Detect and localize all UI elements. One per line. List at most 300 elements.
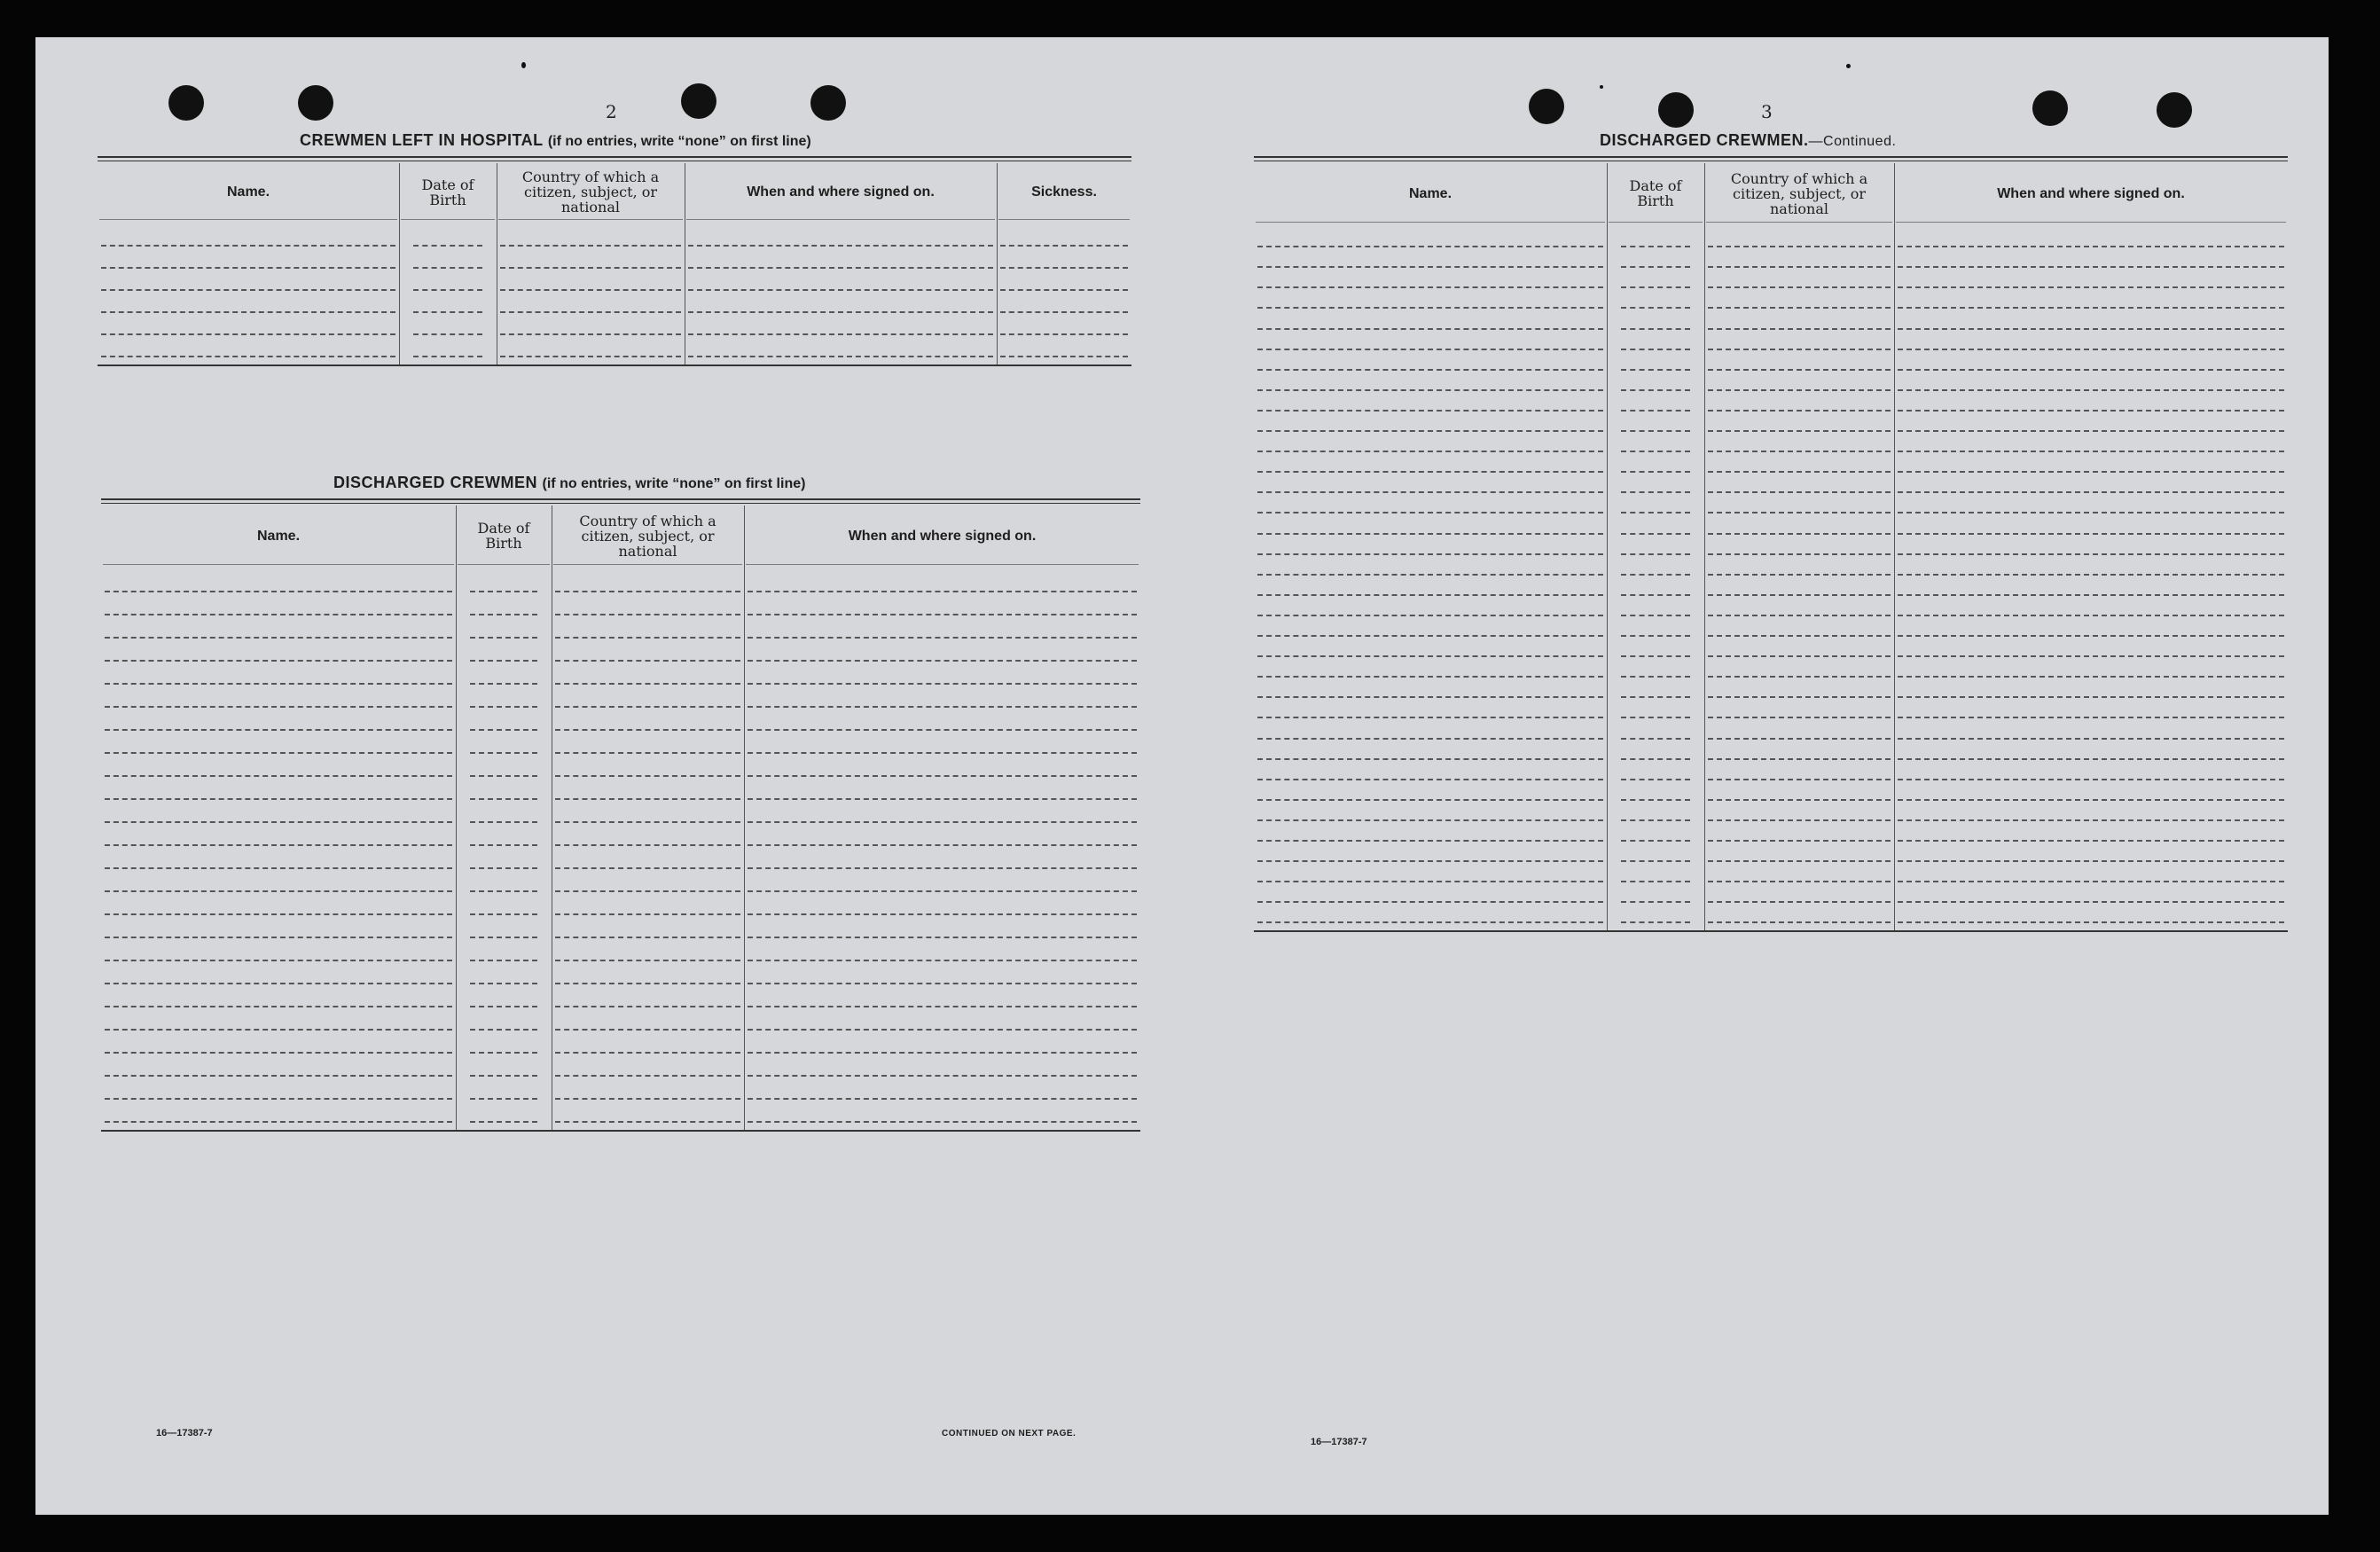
entry-line (1898, 655, 2284, 657)
entry-line (555, 1121, 740, 1123)
entry-line (688, 267, 993, 269)
right-title-continued: —Continued. (1808, 134, 1897, 149)
entry-line (1708, 574, 1891, 576)
entry-line (1898, 451, 2284, 452)
entry-line (1898, 246, 2284, 247)
entry-line (1898, 574, 2284, 576)
entry-line (688, 289, 993, 291)
entry-line (1621, 799, 1690, 801)
entry-line (1708, 717, 1891, 718)
entry-line (1898, 860, 2284, 862)
hospital-section-title (300, 131, 811, 150)
entry-line (1257, 410, 1603, 412)
entry-line (1708, 307, 1891, 309)
entry-line (1708, 921, 1891, 923)
entry-line (413, 289, 482, 291)
entry-line (1898, 921, 2284, 923)
entry-line (1257, 512, 1603, 513)
entry-line (1000, 311, 1128, 313)
entry-line (470, 890, 537, 892)
entry-line (748, 1121, 1137, 1123)
entry-line (555, 1006, 740, 1007)
entry-line (1621, 286, 1690, 288)
entry-line (1621, 676, 1690, 678)
header-underline (498, 219, 683, 220)
entry-line (1257, 921, 1603, 923)
entry-line (1708, 676, 1891, 678)
table-bottom-rule (98, 364, 1131, 366)
entry-line (1898, 512, 2284, 513)
entry-line (105, 614, 452, 615)
entry-line (105, 683, 452, 685)
column-separator (1607, 163, 1608, 932)
hospital-title-note: (if no entries, write “none” on first line) (547, 134, 811, 149)
entry-line (555, 729, 740, 731)
entry-line (1257, 758, 1603, 760)
entry-line (688, 333, 993, 335)
punch-hole (681, 83, 716, 119)
right-discharged-table (1254, 156, 2288, 1437)
entry-line (748, 937, 1137, 938)
entry-line (688, 245, 993, 247)
entry-line (470, 1098, 537, 1100)
entry-line (1621, 328, 1690, 330)
table-top-rule (98, 156, 1131, 158)
hospital-title-text: CREWMEN LEFT IN HOSPITAL (300, 131, 544, 149)
entry-line (105, 775, 452, 777)
entry-line (470, 960, 537, 961)
entry-line (1898, 676, 2284, 678)
entry-line (105, 591, 452, 592)
entry-line (1257, 491, 1603, 493)
entry-line (1898, 779, 2284, 780)
punch-hole (2157, 92, 2192, 128)
entry-line (470, 752, 537, 754)
column-header: Date of Birth (1629, 177, 1682, 209)
entry-line (555, 1098, 740, 1100)
entry-line (1898, 881, 2284, 882)
entry-line (1621, 840, 1690, 842)
header-underline (1256, 222, 1605, 223)
ink-speck (521, 62, 526, 68)
entry-line (470, 867, 537, 869)
hospital-table (98, 156, 1131, 451)
entry-line (1257, 860, 1603, 862)
page-number-left: 2 (606, 101, 617, 122)
entry-line (1257, 676, 1603, 678)
entry-line (1708, 881, 1891, 882)
column-separator (744, 506, 745, 1132)
entry-line (1621, 430, 1690, 432)
entry-line (1708, 430, 1891, 432)
entry-line (470, 660, 537, 662)
entry-line (1621, 860, 1690, 862)
entry-line (555, 798, 740, 800)
right-section-title (1600, 131, 1896, 150)
entry-line (1898, 799, 2284, 801)
entry-line (748, 660, 1137, 662)
entry-line (470, 1052, 537, 1054)
punch-hole (168, 85, 204, 121)
entry-line (748, 729, 1137, 731)
header-underline (686, 219, 995, 220)
entry-line (1621, 451, 1690, 452)
entry-line (1621, 349, 1690, 350)
document-sheet (35, 37, 2329, 1515)
ink-speck (1846, 64, 1851, 68)
column-header: Date of Birth (477, 520, 530, 552)
entry-line (470, 844, 537, 846)
discharged-title-note: (if no entries, write “none” on first line) (542, 476, 806, 491)
entry-line (1621, 594, 1690, 596)
entry-line (748, 960, 1137, 961)
entry-line (1708, 266, 1891, 268)
entry-line (555, 937, 740, 938)
entry-line (1708, 594, 1891, 596)
entry-line (555, 591, 740, 592)
entry-line (1898, 553, 2284, 555)
entry-line (413, 311, 482, 313)
column-separator (456, 506, 457, 1132)
entry-line (500, 289, 681, 291)
column-header: When and where signed on. (848, 528, 1037, 544)
entry-line (555, 683, 740, 685)
entry-line (500, 245, 681, 247)
entry-line (101, 356, 395, 357)
entry-line (1898, 286, 2284, 288)
entry-line (1898, 738, 2284, 740)
header-underline (1706, 222, 1892, 223)
header-underline (458, 564, 550, 565)
entry-line (1257, 819, 1603, 821)
entry-line (105, 960, 452, 961)
entry-line (1708, 635, 1891, 637)
entry-line (105, 752, 452, 754)
entry-line (105, 1098, 452, 1100)
entry-line (748, 1006, 1137, 1007)
entry-line (1898, 389, 2284, 391)
entry-line (1000, 289, 1128, 291)
entry-line (1257, 286, 1603, 288)
entry-line (555, 614, 740, 615)
entry-line (1898, 369, 2284, 371)
column-separator (399, 163, 400, 366)
entry-line (1898, 349, 2284, 350)
entry-line (1708, 328, 1891, 330)
entry-line (1708, 860, 1891, 862)
entry-line (748, 844, 1137, 846)
entry-line (1257, 246, 1603, 247)
entry-line (1621, 246, 1690, 247)
entry-line (688, 356, 993, 357)
entry-line (1708, 840, 1891, 842)
entry-line (555, 752, 740, 754)
entry-line (1898, 901, 2284, 903)
continued-note: CONTINUED ON NEXT PAGE. (942, 1429, 1076, 1438)
entry-line (555, 1052, 740, 1054)
punch-hole (298, 85, 333, 121)
ink-speck (1600, 85, 1603, 89)
entry-line (470, 614, 537, 615)
entry-line (105, 706, 452, 708)
entry-line (1708, 491, 1891, 493)
right-title-text: DISCHARGED CREWMEN. (1600, 131, 1809, 149)
entry-line (748, 752, 1137, 754)
entry-line (105, 1029, 452, 1031)
header-underline (1609, 222, 1703, 223)
entry-line (470, 913, 537, 915)
entry-line (101, 245, 395, 247)
entry-line (1257, 451, 1603, 452)
entry-line (101, 267, 395, 269)
entry-line (1621, 738, 1690, 740)
entry-line (555, 983, 740, 984)
entry-line (1621, 410, 1690, 412)
entry-line (413, 245, 482, 247)
entry-line (1708, 655, 1891, 657)
entry-line (1257, 369, 1603, 371)
entry-line (1257, 635, 1603, 637)
entry-line (105, 844, 452, 846)
table-bottom-rule (101, 1130, 1140, 1132)
entry-line (470, 1029, 537, 1031)
entry-line (1708, 553, 1891, 555)
column-separator (1704, 163, 1705, 932)
entry-line (748, 706, 1137, 708)
entry-line (555, 660, 740, 662)
entry-line (555, 1029, 740, 1031)
entry-line (1257, 779, 1603, 780)
header-underline (998, 219, 1130, 220)
entry-line (413, 267, 482, 269)
entry-line (1708, 779, 1891, 780)
punch-hole (1658, 92, 1694, 128)
entry-line (1257, 615, 1603, 616)
entry-line (1898, 696, 2284, 698)
entry-line (1708, 819, 1891, 821)
entry-line (1708, 738, 1891, 740)
entry-line (1898, 328, 2284, 330)
entry-line (500, 267, 681, 269)
entry-line (1257, 574, 1603, 576)
column-header: Sickness. (1031, 184, 1097, 200)
entry-line (1708, 471, 1891, 473)
entry-line (1708, 389, 1891, 391)
entry-line (470, 1121, 537, 1123)
entry-line (1898, 615, 2284, 616)
column-header: Country of which a citizen, subject, or national (521, 169, 660, 216)
discharged-table (101, 498, 1140, 1461)
entry-line (105, 1006, 452, 1007)
entry-line (1708, 512, 1891, 513)
entry-line (1898, 533, 2284, 535)
column-header: Name. (1408, 185, 1452, 201)
entry-line (1257, 738, 1603, 740)
entry-line (105, 1075, 452, 1077)
entry-line (1257, 307, 1603, 309)
entry-line (1708, 696, 1891, 698)
entry-line (1257, 696, 1603, 698)
entry-line (470, 1006, 537, 1007)
entry-line (470, 983, 537, 984)
entry-line (1000, 333, 1128, 335)
entry-line (101, 333, 395, 335)
entry-line (688, 311, 993, 313)
entry-line (1000, 245, 1128, 247)
header-underline (553, 564, 742, 565)
punch-hole (1529, 89, 1564, 124)
entry-line (105, 821, 452, 823)
entry-line (1621, 615, 1690, 616)
page-number-right: 3 (1761, 101, 1773, 122)
entry-line (748, 591, 1137, 592)
entry-line (413, 333, 482, 335)
entry-line (1621, 491, 1690, 493)
entry-line (1898, 266, 2284, 268)
entry-line (748, 683, 1137, 685)
header-underline (1896, 222, 2286, 223)
entry-line (748, 983, 1137, 984)
entry-line (1898, 430, 2284, 432)
column-header: Name. (226, 184, 270, 200)
entry-line (1708, 799, 1891, 801)
entry-line (1621, 901, 1690, 903)
entry-line (1898, 491, 2284, 493)
entry-line (748, 614, 1137, 615)
entry-line (1621, 696, 1690, 698)
entry-line (555, 867, 740, 869)
entry-line (105, 660, 452, 662)
entry-line (1898, 307, 2284, 309)
entry-line (1257, 799, 1603, 801)
entry-line (555, 706, 740, 708)
entry-line (1621, 307, 1690, 309)
entry-line (1257, 266, 1603, 268)
entry-line (470, 683, 537, 685)
entry-line (748, 821, 1137, 823)
entry-line (1708, 410, 1891, 412)
entry-line (748, 1052, 1137, 1054)
column-header: Country of which a citizen, subject, or national (579, 512, 716, 560)
entry-line (1257, 430, 1603, 432)
header-underline (401, 219, 495, 220)
discharged-title-text: DISCHARGED CREWMEN (333, 474, 538, 491)
entry-line (555, 637, 740, 639)
entry-line (101, 311, 395, 313)
header-underline (746, 564, 1139, 565)
entry-line (1621, 717, 1690, 718)
entry-line (470, 798, 537, 800)
column-header: When and where signed on. (747, 184, 935, 200)
punch-hole (810, 85, 846, 121)
table-top-rule (101, 503, 1140, 504)
entry-line (1621, 655, 1690, 657)
entry-line (555, 775, 740, 777)
entry-line (470, 637, 537, 639)
entry-line (555, 821, 740, 823)
entry-line (1621, 533, 1690, 535)
entry-line (748, 867, 1137, 869)
entry-line (555, 960, 740, 961)
entry-line (748, 775, 1137, 777)
entry-line (1621, 779, 1690, 780)
entry-line (1708, 286, 1891, 288)
entry-line (1708, 246, 1891, 247)
entry-line (1621, 921, 1690, 923)
entry-line (470, 775, 537, 777)
column-separator (1894, 163, 1895, 932)
header-underline (103, 564, 454, 565)
entry-line (105, 890, 452, 892)
entry-line (748, 890, 1137, 892)
entry-line (748, 913, 1137, 915)
entry-line (470, 821, 537, 823)
entry-line (105, 937, 452, 938)
entry-line (1621, 471, 1690, 473)
column-header: Date of Birth (421, 176, 474, 208)
column-separator (997, 163, 998, 366)
entry-line (1621, 819, 1690, 821)
entry-line (1708, 533, 1891, 535)
entry-line (1898, 717, 2284, 718)
entry-line (1621, 635, 1690, 637)
entry-line (500, 311, 681, 313)
entry-line (105, 867, 452, 869)
entry-line (105, 1052, 452, 1054)
entry-line (748, 1098, 1137, 1100)
header-underline (99, 219, 397, 220)
table-top-rule (101, 498, 1140, 500)
entry-line (413, 356, 482, 357)
entry-line (1621, 266, 1690, 268)
entry-line (748, 1029, 1137, 1031)
entry-line (1708, 349, 1891, 350)
entry-line (470, 1075, 537, 1077)
entry-line (1257, 328, 1603, 330)
entry-line (470, 729, 537, 731)
entry-line (500, 333, 681, 335)
entry-line (1621, 553, 1690, 555)
column-header: Country of which a citizen, subject, or national (1730, 169, 1868, 217)
entry-line (555, 844, 740, 846)
entry-line (1898, 840, 2284, 842)
entry-line (555, 1075, 740, 1077)
table-bottom-rule (1254, 930, 2288, 932)
form-number-left: 16—17387-7 (156, 1428, 213, 1438)
entry-line (1621, 881, 1690, 882)
entry-line (1257, 840, 1603, 842)
entry-line (1000, 356, 1128, 357)
entry-line (1257, 553, 1603, 555)
entry-line (1621, 512, 1690, 513)
entry-line (470, 937, 537, 938)
column-header: When and where signed on. (1997, 185, 2185, 201)
entry-line (105, 913, 452, 915)
entry-line (1621, 389, 1690, 391)
entry-line (1257, 901, 1603, 903)
entry-line (105, 798, 452, 800)
entry-line (1898, 758, 2284, 760)
column-header: Name. (256, 528, 301, 544)
entry-line (1898, 410, 2284, 412)
entry-line (1708, 369, 1891, 371)
entry-line (1621, 574, 1690, 576)
entry-line (1898, 594, 2284, 596)
entry-line (1257, 717, 1603, 718)
entry-line (1898, 471, 2284, 473)
entry-line (1257, 349, 1603, 350)
entry-line (101, 289, 395, 291)
